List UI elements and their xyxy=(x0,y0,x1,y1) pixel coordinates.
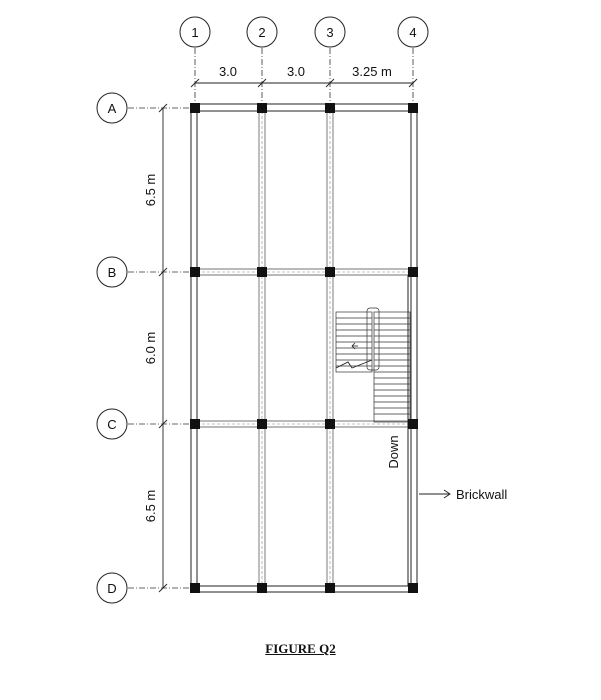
row-spacing-b-c: 6.0 m xyxy=(143,331,158,365)
column-dimension-line xyxy=(191,79,417,87)
column-c1 xyxy=(190,419,200,429)
column-label: 2 xyxy=(258,25,266,40)
row-label: D xyxy=(107,581,117,596)
row-label: A xyxy=(107,101,117,116)
column-b2 xyxy=(257,267,267,277)
column-b3 xyxy=(325,267,335,277)
column-d3 xyxy=(325,583,335,593)
beam-centerlines-vertical xyxy=(262,111,330,586)
interior-beams-vertical xyxy=(259,111,333,586)
column-c2 xyxy=(257,419,267,429)
row-spacing-c-d: 6.5 m xyxy=(143,489,158,523)
row-label: C xyxy=(107,417,117,432)
column-grid-1 xyxy=(180,17,210,47)
column-grid-3 xyxy=(315,17,345,47)
column-grid-4 xyxy=(398,17,428,47)
row-grid-a xyxy=(97,93,127,123)
column-c3 xyxy=(325,419,335,429)
column-label: 3 xyxy=(326,25,334,40)
row-dimension-line xyxy=(159,104,167,592)
staircase xyxy=(336,308,410,422)
column-spacing-3-4: 3.25 m xyxy=(352,64,392,79)
row-grid-c xyxy=(97,409,127,439)
row-spacing-a-b: 6.5 m xyxy=(143,173,158,207)
row-grid-d xyxy=(97,573,127,603)
row-label: B xyxy=(107,265,117,280)
column-a2 xyxy=(257,103,267,113)
column-b4 xyxy=(408,267,418,277)
column-d2 xyxy=(257,583,267,593)
column-grid-2 xyxy=(247,17,277,47)
row-grid-b xyxy=(97,257,127,287)
column-d4 xyxy=(408,583,418,593)
brickwall-label: Brickwall xyxy=(456,487,508,502)
column-label: 1 xyxy=(191,25,199,40)
figure-caption: FIGURE Q2 xyxy=(265,641,336,656)
column-a1 xyxy=(190,103,200,113)
column-spacing-1-2: 3.0 xyxy=(218,64,238,79)
column-a3 xyxy=(325,103,335,113)
brickwall-callout-arrow xyxy=(419,490,450,498)
row-grid-lines xyxy=(128,108,190,588)
column-spacing-2-3: 3.0 xyxy=(286,64,306,79)
column-d1 xyxy=(190,583,200,593)
stair-down-label: Down xyxy=(386,435,401,469)
column-c4 xyxy=(408,419,418,429)
column-a4 xyxy=(408,103,418,113)
column-b1 xyxy=(190,267,200,277)
column-label: 4 xyxy=(409,25,417,40)
